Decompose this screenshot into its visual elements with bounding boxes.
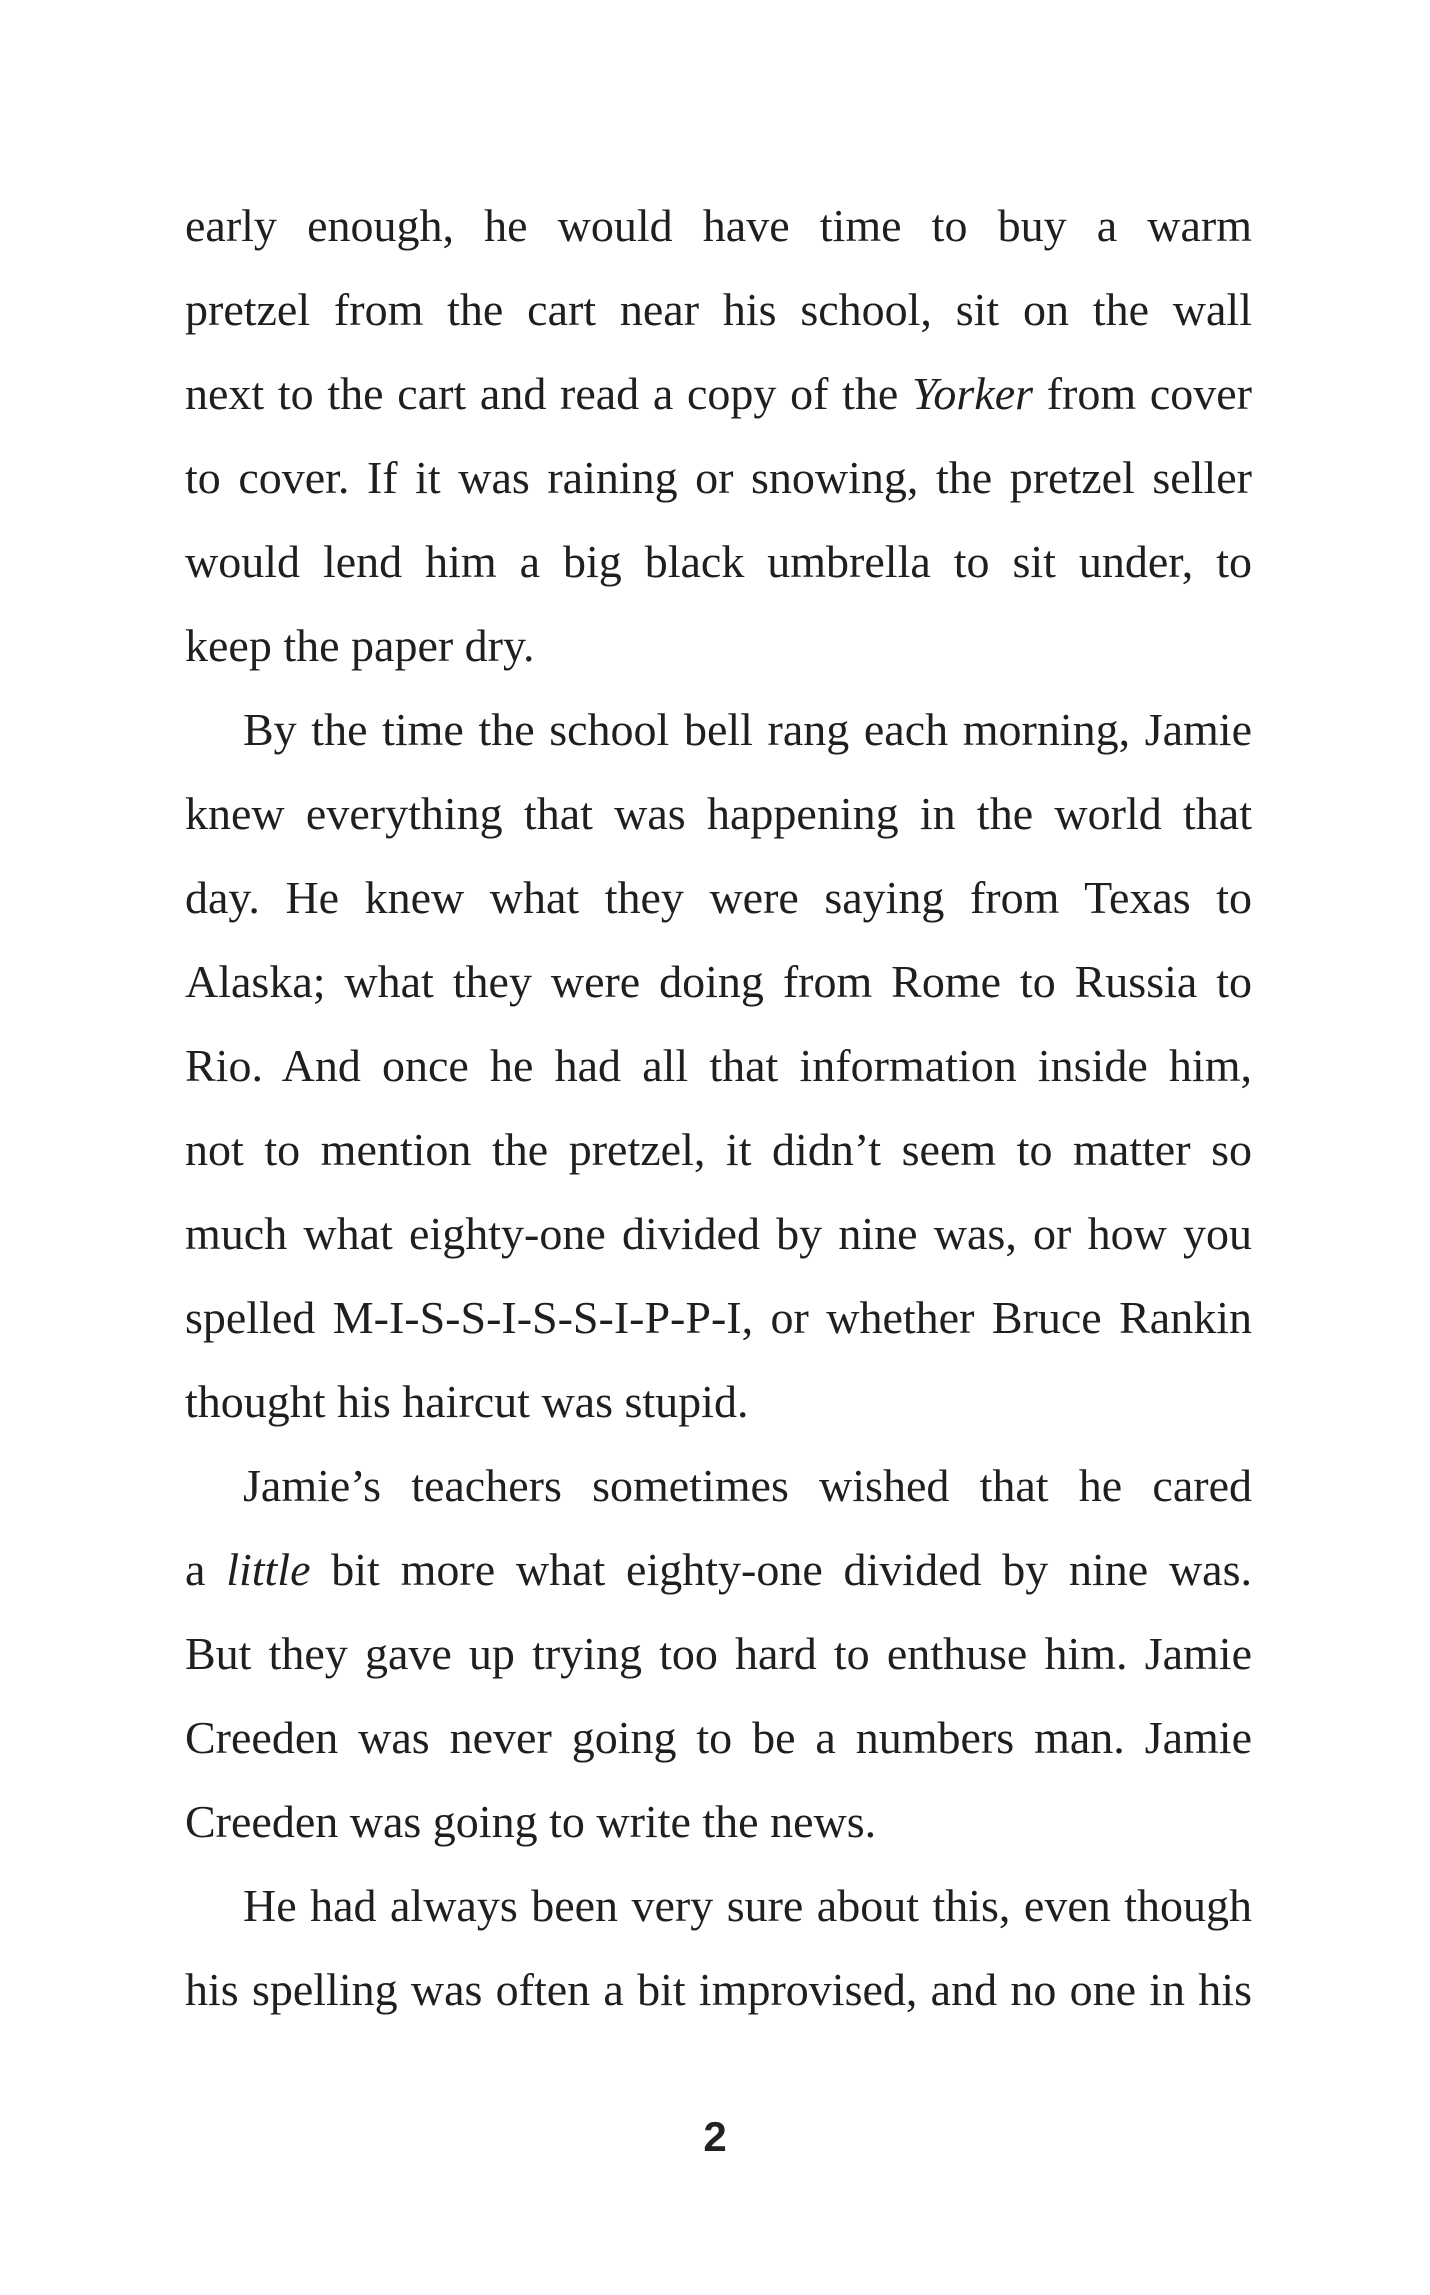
text-line: He had always been very sure about this, even though [243,1880,1252,1931]
text-line: much what eighty-one divided by nine was, or how you [185,1208,1252,1259]
text-line: day. He knew what they were saying from Texas to [185,872,1252,923]
text-line: spelled M-I-S-S-I-S-S-I-P-P-I, or whether Bruce Rankin [185,1292,1252,1343]
italic-text: little [226,1544,311,1595]
text-line: not to mention the pretzel, it didn’t seem to matter so [185,1124,1252,1175]
italic-text: Yorker [912,368,1034,419]
text-line [185,1528,1252,1612]
text-line: his spelling was often a bit improvised, and no one in his [185,1964,1252,2015]
text-line: Creeden was never going to be a numbers man. Jamie [185,1712,1252,1763]
text-line: By the time the school bell rang each morning, Jamie [243,704,1252,755]
body-text [185,184,1252,2032]
text-line: early enough, he would have time to buy a warm [185,200,1252,251]
text-line: Rio. And once he had all that information inside him, [185,1040,1252,1091]
text-line: keep the paper dry. [185,620,535,671]
text-line: thought his haircut was stupid. [185,1376,749,1427]
page-number: 2 [703,2113,727,2160]
text-span: bit more what eighty-one divided by nine was. [310,1544,1253,1595]
text-line: to cover. If it was raining or snowing, the pretzel seller [185,452,1252,503]
text-line: Creeden was going to write the news. [185,1796,877,1847]
text-line: Jamie’s teachers sometimes wished that he cared [243,1460,1252,1511]
text-line: But they gave up trying too hard to enthuse him. Jamie [185,1628,1252,1679]
text-line: pretzel from the cart near his school, sit on the wall [185,284,1252,335]
text-span: from cover [1033,368,1252,419]
text-span: a [185,1544,227,1595]
text-span: next to the cart and read a copy of the [185,368,913,419]
text-line [185,352,1252,436]
text-line: Alaska; what they were doing from Rome to Russia to [185,956,1252,1007]
text-line: knew everything that was happening in the world that [185,788,1252,839]
text-line: would lend him a big black umbrella to sit under, to [185,536,1252,587]
